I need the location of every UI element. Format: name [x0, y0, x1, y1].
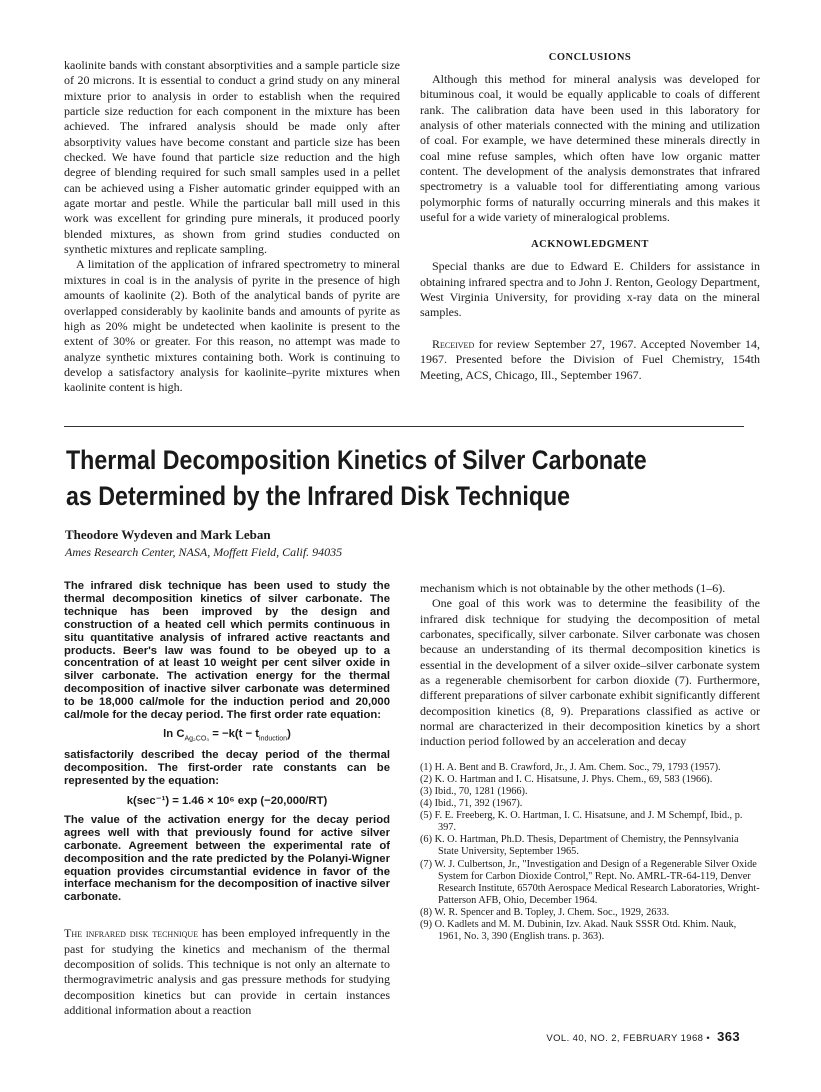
reference-item: (2) K. O. Hartman and I. C. Hisatsune, J. Phys. Chem., 69, 583 (1966).: [420, 773, 713, 785]
article-affiliation: Ames Research Center, NASA, Moffett Field, Calif. 94035: [65, 545, 343, 559]
received-label: Received: [432, 336, 475, 351]
article-title-line-2: as Determined by the Infrared Disk Technique: [66, 481, 571, 511]
conclusions-heading: CONCLUSIONS: [548, 52, 632, 63]
article-authors: Theodore Wydeven and Mark Leban: [65, 527, 271, 542]
equation-lhs: ln C: [163, 727, 185, 740]
equation-lhs-subscript: Ag₂CO₃: [184, 735, 210, 743]
abstract-paragraph-2: satisfactorily described the decay period of the thermal decomposition. The first-order rate constants can be represented by the equation:: [64, 749, 390, 788]
equation-close: ): [287, 727, 291, 740]
reference-item: (7) W. J. Culbertson, Jr., "Investigation and Design of a Regenerable Silver Oxide System for Carbon Dioxide Control," Rept. No. AMRL-TR-64-119, Denver Research Institute, 6570th Aerospace Medical Research Laboratories, Wright-Patterson AFB, Ohio, December 1964.: [420, 858, 760, 906]
article-left-column: [64, 580, 390, 1018]
goal-paragraph: One goal of this work was to determine the feasibility of the infrared disk technique for studying the decomposition of metal carbonates, specifically, silver carbonate. Silver carbonate was chosen because an understanding of its thermal decomposition kinetics is essential in the development of a silver oxide–silver carbonate system as a regenerable chemisorbent for carbon dioxide (7). Furthermore, different preparations of silver carbonate exhibit significantly different decomposition kinetics (8, 9). Preparations classified as active or normal are characterized in their decomposition kinetics by a short induction period followed by an acceleration and decay: [420, 596, 760, 749]
first-order-rate-equation: [64, 728, 390, 742]
introduction-text: has been employed infrequently in the past for studying the kinetics and mechanism of the thermal decomposition of solids. This technique is not only an alternate to thermogravimetric analysis and gas pressure methods for studying decomposition kinetics but can provide in certain instances additional information about a reaction: [64, 926, 391, 1017]
page-number: 363: [717, 1029, 740, 1044]
equation-rhs-subscript: induction: [259, 735, 288, 743]
reference-item: (5) F. E. Freeberg, K. O. Hartman, I. C. Hisatsune, and J. M Schempf, Ibid., p. 397.: [420, 810, 743, 834]
abstract-paragraph-3: The value of the activation energy for the decay period agrees well with that previously found for active silver carbonate. Agreement between the experimental rate of decomposition and the rate predicted by the Polanyi-Wigner equation provides circumstantial evidence in favor of the interface mechanism for the decomposition of inactive silver carbonate.: [64, 813, 390, 904]
reference-item: (6) K. O. Hartman, Ph.D. Thesis, Department of Chemistry, the Pennsylvania State University, September 1965.: [420, 834, 739, 858]
rate-constant-equation: k(sec⁻¹) = 1.46 × 10⁶ exp (−20,000/RT): [126, 794, 328, 807]
acknowledgment-heading: ACKNOWLEDGMENT: [531, 239, 649, 251]
reference-item: (4) Ibid., 71, 392 (1967).: [420, 798, 523, 810]
introduction-lead: The infrared disk technique: [64, 926, 199, 941]
previous-article-right-column: [420, 52, 760, 383]
reference-item: (1) H. A. Bent and B. Crawford, Jr., J. Am. Chem. Soc., 79, 1793 (1957).: [420, 761, 721, 773]
conclusions-text: Although this method for mineral analysis was developed for bituminous coal, it would be equally applicable to coals of different rank. The calibration data have been used in this laboratory for analysis of other materials connected with the mining and utilization of coal. For example, we have determined these minerals directly in coal mine refuse samples, which often have low organic matter content. The development of the analysis demonstrates that infrared spectrometry is a valuable tool for differentiating among various polymorphic forms of naturally occurring minerals and this makes it useful for a wide variety of mineralogical problems.: [420, 72, 760, 225]
journal-issue: VOL. 40, NO. 2, FEBRUARY 1968: [546, 1033, 704, 1044]
reference-item: (3) Ibid., 70, 1281 (1966).: [420, 785, 528, 797]
received-text: for review September 27, 1967. Accepted November 14, 1967. Presented before the Division of Fuel Chemistry, 154th Meeting, ACS, Chicago, Ill., September 1967.: [420, 336, 760, 382]
received-note: [420, 337, 760, 383]
introduction-paragraph: [64, 926, 390, 1018]
article-right-column: [420, 581, 760, 959]
equation-rhs: = −k(t − t: [209, 727, 260, 740]
previous-article-paragraph-1: kaolinite bands with constant absorptivities and a sample particle size of 20 microns. It is essential to conduct a grind study on any mineral mixture prior to analysis in order to establish when the required particle size reduction for each component in the mixture has been achieved. The infrared analysis should be made only after absorptivity values have become constant and particle size has been checked. We have found that particle size reduction and the high degree of blending required for such small samples used in a pellet can be achieved using a Fisher automatic grinder equipped with an agate mortar and pestle. While the particular ball mill used in this work was excellent for grinding pure minerals, it produced poorly blended mixtures, as shown from grind studies conducted on synthetic mixtures and replicate sampling.: [64, 58, 400, 257]
acknowledgment-text: Special thanks are due to Edward E. Childers for assistance in obtaining infrared spectra and to John J. Renton, Geology Department, West Virginia University, for providing x-ray data on the mineral samples.: [420, 259, 760, 320]
previous-article-left-column: [64, 58, 400, 396]
abstract-paragraph-1: The infrared disk technique has been used to study the thermal decomposition kinetics of silver carbonate. The technique has been improved by the design and construction of a heated cell which permits continuous in situ quantitative analysis of infrared active reactants and products. Beer's law was found to be obeyed up to a concentration of at least 10 weight per cent silver oxide in silver carbonate. The activation energy for the thermal decomposition of inactive silver carbonate was determined to be 18,000 cal/mole for the induction period and 20,000 cal/mole for the decay period. The first order rate equation:: [64, 580, 390, 722]
section-divider: [64, 426, 744, 427]
page-footer: [540, 1029, 740, 1044]
footer-bullet: •: [706, 1033, 711, 1044]
previous-article-paragraph-2: A limitation of the application of infrared spectrometry to mineral mixtures in coal is in the analysis of pyrite in the presence of high amounts of kaolinite (2). Both of the analytical bands of pyrite are overlapped considerably by kaolinite bands and amounts of pyrite as high as 20% might be undetected when kaolinite is present to the extent of 30% or greater. For this reason, no attempt was made to analyze synthetic mixtures containing both. Work is continuing to develop a satisfactory analysis for kaolinite–pyrite mixtures when kaolinite content is high.: [64, 257, 400, 395]
reference-list: [420, 762, 760, 943]
reference-item: (9) O. Kadlets and M. M. Dubinin, Izv. Akad. Nauk SSSR Otd. Khim. Nauk, 1961, No. 3, 390 (English trans. p. 363).: [420, 919, 737, 943]
article-title: [66, 442, 651, 514]
reference-item: (8) W. R. Spencer and B. Topley, J. Chem. Soc., 1929, 2633.: [420, 906, 670, 918]
article-title-line-1: Thermal Decomposition Kinetics of Silver Carbonate: [66, 445, 647, 475]
continued-paragraph: mechanism which is not obtainable by the other methods (1–6).: [420, 581, 726, 595]
